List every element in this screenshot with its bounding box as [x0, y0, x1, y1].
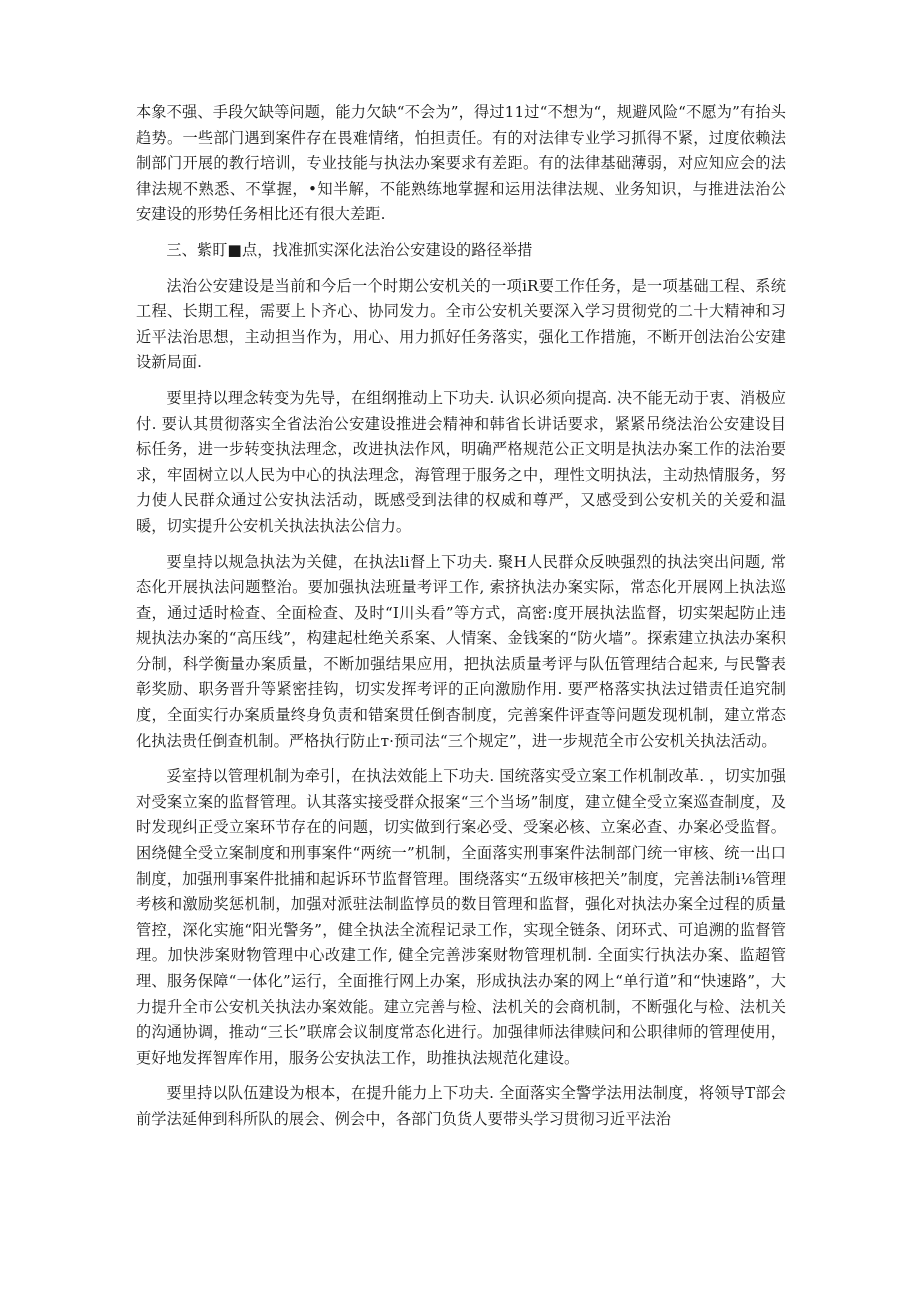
- section-heading: 三、紫盯■点，找准抓实深化法治公安建设的路径举措: [166, 240, 533, 259]
- paragraph-team: 要里持以队伍建设为根本，在提升能力上下功夫. 全面落实全警学法用法制度，将领导T部会前学法延伸到科所队的展会、例会中，各部门负货人要带头学习贯彻习近平法治: [136, 1084, 786, 1128]
- paragraph-mechanism: 妥室持以管理机制为牵引，在执法效能上下功夫. 国统落实受立案工作机制改革. ，切实加强对受案立案的监督管理。认其落实接受群众报案“三个当场”制度，建立健全受立案巡查制度，及时发现纠正受立案环节存在的问题，切实做到行案必受、受案必核、立案必查、办案必受监督。困绕健全受立案制度和刑事案件“两统一”机制，全面落实刑事案件法制部门统一审核、统一出口制度，加强刑事案件批捕和起诉环节监督管理。围绕落实“五级审核把关”制度，完善法制i⅛管理考核和激励奖惩机制，加强对派驻法制监惇员的数目管理和监督，强化对执法办案全过程的质量管控，深化实施“阳光警务”，健全执法全流程记录工作，实现全链条、闭环式、可追溯的监督管理。加快涉案财物管理中心改建工作, 健全完善涉案财物管理机制. 全面实行执法办案、监超管理、服务保障“一体化”运行，全面推行网上办案，形成执法办案的网上“单行道”和“快速路”，大力提升全市公安机关执法办案效能。建立完善与检、法机关的会商机制，不断强化与检、法机关的沟通协调，推动“三长”联席会议制度常态化进行。加强律师法律赎问和公职律师的管理使用，更好地发挥智库作用，服务公安执法工作，助推执法规范化建设。: [136, 767, 786, 1067]
- paragraph-concept: 要里持以理念转变为先导，在组纲推动上下功夫. 认识必须向提高. 决不能无动于衷、消极应付. 要认其贯彻落实全省法治公安建设推进会精神和韩省长讲话要求，紧紧吊绕法治公安建设目标任务，进一步转变执法理念，改进执法作风，明确严格规范公正文明是执法办案工作的法治要求，牢固树立以人民为中心的执法理念，海管理于服务之中，理性文明执法，主动热情服务，努力使人民群众通过公安执法活动，既感受到法律的权威和尊严，又感受到公安机关的关爱和温暖，切实提升公安机关执法执法公信力。: [136, 388, 786, 535]
- document-body: [136, 100, 786, 1143]
- paragraph-supervision: 要皇持以规急执法为关健，在执法li督上下功夫. 聚H人民群众反映强烈的执法突出问题, 常态化开展执法问题整治。要加强执法班量考评工作, 索挤执法办案实际，常态化开展网上执法巡查，通过适时检查、全面检查、及时“I川头看”等方式，高密:度开展执法监督，切实架起防止违规执法办案的“高压线”，构建起杜绝关系案、人情案、金钱案的“防火墙”。探索建立执法办案积分制，科学衡量办案质量，不断加强结果应用，把执法质量考评与队伍管理结合起来, 与民警表彰奖励、职务晋升等紧密挂钩，切实发挥考评的正向激励作用. 要严格落实执法过错责任追究制度，全面实行办案质量终身负责和错案贯任倒杳制度，完善案件评查等问题发现机制，建立常态化执法贵任倒查机制。严格执行防止т·预司法“三个规定”，进一步规范全市公安机关执法活动。: [136, 552, 786, 750]
- paragraph-intro: 法治公安建设是当前和今后一个时期公安机关的一项iR要工作任务，是一项基础工程、系统工程、长期工程，需要上卜齐心、协同发力。全市公安机关要深入学习贯彻党的二十大精神和习近平法治思想，主动担当作为，用心、用力抓好任务落实，强化工作措施，不断开创法治公安建设新局面.: [136, 276, 786, 372]
- paragraph-continuation: 本象不强、手段欠缺等问题，能力欠缺“不会为”，得过11过“不想为“，规避风险“不愿为”有抬头趋势。一些部门遇到案件存在畏难情绪，怕担责任。有的对法律专业学习抓得不紧，过度依赖法制部门开展的教行培训，专业技能与执法办案要求有差距。有的法律基础薄弱，对应知应会的法律法规不熟悉、不掌握，•知半解，不能熟练地掌握和运用法律法规、业务知识，与推进法治公安建设的形势任务相比还有很大差距.: [136, 103, 786, 224]
